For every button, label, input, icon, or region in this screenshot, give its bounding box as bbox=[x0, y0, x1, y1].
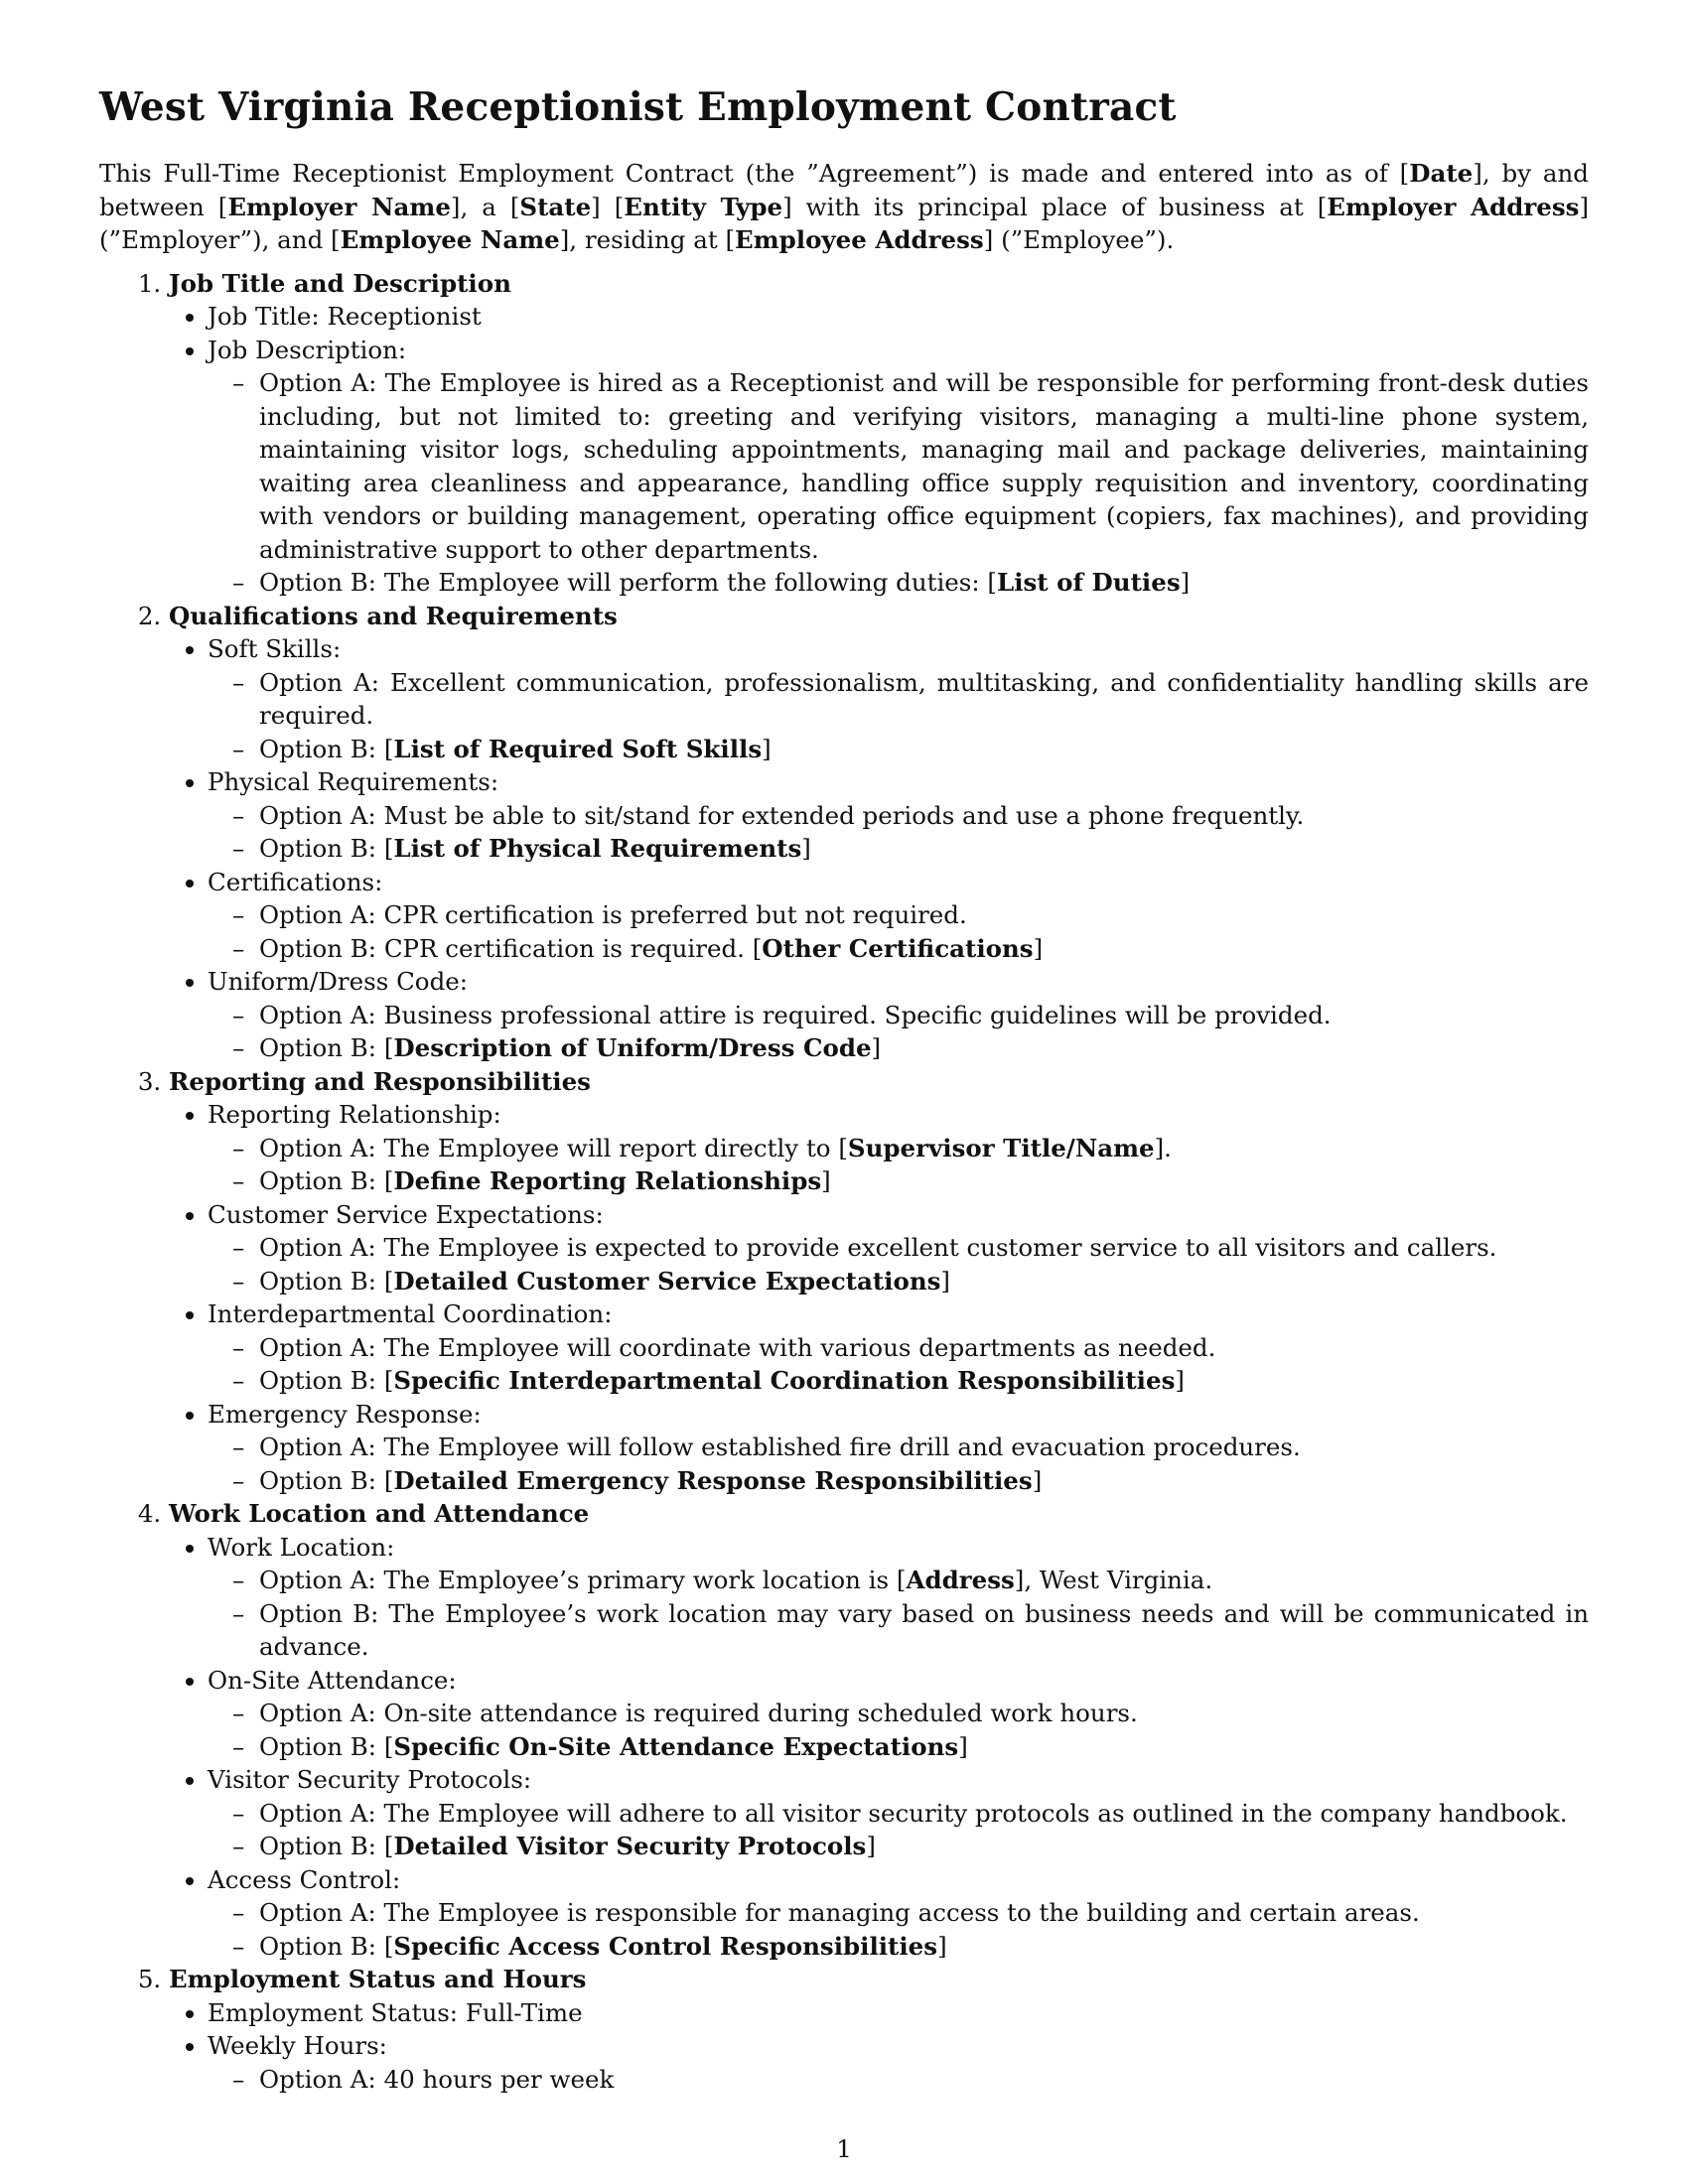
option-item bbox=[232, 733, 1589, 766]
option-text: ] bbox=[1032, 1465, 1043, 1495]
option-text: Option B: [ bbox=[259, 834, 394, 863]
option-item bbox=[232, 1331, 1589, 1365]
option-list bbox=[208, 1331, 1589, 1398]
option-item bbox=[232, 566, 1589, 600]
option-item bbox=[232, 1564, 1589, 1597]
section-items bbox=[169, 1098, 1589, 1497]
placeholder-field: Employer Name bbox=[227, 192, 451, 221]
option-text: Option A: The Employee will adhere to all visitor security protocols as outlined in the company handbook. bbox=[259, 1798, 1568, 1828]
clause-label: Physical Requirements: bbox=[208, 767, 499, 796]
option-text: ] bbox=[940, 1266, 950, 1296]
clause-item bbox=[208, 1763, 1589, 1863]
option-item bbox=[232, 1132, 1589, 1165]
clause-label: Access Control: bbox=[208, 1864, 401, 1894]
option-text: ] bbox=[762, 734, 772, 763]
page-number: 1 bbox=[836, 2134, 852, 2163]
option-text: Option B: [ bbox=[259, 1731, 394, 1761]
option-list bbox=[208, 999, 1589, 1065]
clause-item bbox=[208, 866, 1589, 966]
clause-label: Employment Status: Full-Time bbox=[208, 1997, 583, 2027]
option-item bbox=[232, 799, 1589, 833]
placeholder-field: Employer Address bbox=[1327, 192, 1580, 221]
option-text: Option A: Must be able to sit/stand for extended periods and use a phone frequently. bbox=[259, 800, 1305, 830]
option-text: Option B: The Employee’s work location may vary based on business needs and will be communicated in advance. bbox=[259, 1598, 1589, 1661]
clause-item bbox=[208, 965, 1589, 1065]
clause-label: Work Location: bbox=[208, 1532, 395, 1562]
option-list bbox=[208, 1797, 1589, 1863]
placeholder-field: Specific Interdepartmental Coordination Responsibilities bbox=[393, 1366, 1176, 1395]
option-list bbox=[208, 1231, 1589, 1297]
option-text: ] bbox=[871, 1033, 882, 1062]
option-item bbox=[232, 1231, 1589, 1265]
option-list bbox=[208, 666, 1589, 766]
option-item bbox=[232, 1164, 1589, 1198]
option-text: Option A: Excellent communication, professionalism, multitasking, and confidentiality handling skills are required. bbox=[259, 667, 1589, 730]
option-text: Option B: [ bbox=[259, 1033, 394, 1062]
placeholder-field: List of Required Soft Skills bbox=[393, 734, 763, 763]
intro-text: ] (”Employee”). bbox=[983, 225, 1175, 254]
option-text: Option B: CPR certification is required. [ bbox=[259, 933, 763, 963]
option-text: Option B: [ bbox=[259, 734, 394, 763]
option-text: Option B: [ bbox=[259, 1266, 394, 1296]
clause-item bbox=[208, 1996, 1589, 2030]
option-list bbox=[208, 898, 1589, 965]
section-title: Qualifications and Requirements bbox=[169, 601, 618, 630]
placeholder-field: Entity Type bbox=[624, 192, 783, 221]
option-text: Option A: On-site attendance is required during scheduled work hours. bbox=[259, 1699, 1138, 1727]
clause-item bbox=[208, 1098, 1589, 1198]
intro-text: [ bbox=[217, 192, 228, 221]
option-text: Option B: The Employee will perform the following duties: [ bbox=[259, 568, 997, 597]
option-item bbox=[232, 2063, 1589, 2097]
clause-item bbox=[208, 2029, 1589, 2096]
clause-label: Uniform/Dress Code: bbox=[208, 967, 468, 996]
option-text: ] bbox=[958, 1731, 968, 1761]
option-text: Option B: [ bbox=[259, 1366, 394, 1395]
option-list bbox=[208, 1564, 1589, 1664]
option-text: Option B: [ bbox=[259, 1931, 394, 1961]
option-text: Option A: The Employee will report directly to [ bbox=[259, 1133, 848, 1162]
placeholder-field: Detailed Visitor Security Protocols bbox=[393, 1832, 867, 1860]
option-item bbox=[232, 832, 1589, 866]
clause-label: Weekly Hours: bbox=[208, 2031, 387, 2060]
option-text: Option B: [ bbox=[259, 1832, 394, 1860]
option-item bbox=[232, 1431, 1589, 1464]
option-item bbox=[232, 1896, 1589, 1930]
option-item bbox=[232, 1830, 1589, 1863]
intro-paragraph bbox=[99, 157, 1589, 257]
clause-item bbox=[208, 1398, 1589, 1498]
option-list bbox=[208, 1697, 1589, 1763]
section-title: Employment Status and Hours bbox=[169, 1965, 587, 1993]
option-list bbox=[208, 799, 1589, 866]
intro-text: [ bbox=[1399, 159, 1410, 188]
section-item bbox=[169, 1497, 1589, 1963]
option-text: ] bbox=[801, 834, 811, 863]
option-item bbox=[232, 1464, 1589, 1498]
option-text: ] bbox=[1033, 933, 1044, 963]
clause-label: Emergency Response: bbox=[208, 1399, 482, 1429]
intro-text: [ bbox=[1317, 192, 1328, 221]
intro-text: ], a bbox=[450, 192, 510, 221]
intro-text: This Full-Time Receptionist Employment Contract (the ”Agreement”) is made and entered into as of bbox=[99, 159, 1400, 188]
option-item bbox=[232, 1031, 1589, 1065]
option-text: ] bbox=[821, 1166, 831, 1195]
intro-text: [ bbox=[725, 225, 736, 254]
clause-label: Customer Service Expectations: bbox=[208, 1199, 604, 1229]
option-text: Option A: The Employee will coordinate with various departments as needed. bbox=[259, 1332, 1216, 1362]
option-item bbox=[232, 932, 1589, 966]
section-items bbox=[169, 300, 1589, 600]
option-text: Option A: The Employee is expected to provide excellent customer service to all visitors and callers. bbox=[259, 1233, 1497, 1262]
option-list bbox=[208, 1896, 1589, 1963]
clause-item bbox=[208, 765, 1589, 866]
option-text: ] bbox=[1180, 568, 1191, 597]
clause-label: Visitor Security Protocols: bbox=[208, 1765, 532, 1794]
placeholder-field: Employee Address bbox=[735, 225, 984, 254]
option-list bbox=[208, 1431, 1589, 1497]
option-list bbox=[208, 366, 1589, 600]
clause-item bbox=[208, 300, 1589, 334]
placeholder-field: Address bbox=[906, 1566, 1015, 1594]
clause-item bbox=[208, 334, 1589, 600]
section-items bbox=[169, 1531, 1589, 1964]
option-text: Option A: Business professional attire is required. Specific guidelines will be provided. bbox=[259, 1000, 1332, 1029]
option-item bbox=[232, 1265, 1589, 1298]
contract-page bbox=[99, 83, 1589, 2096]
section-title: Work Location and Attendance bbox=[169, 1499, 590, 1528]
clause-label: Job Description: bbox=[208, 335, 407, 364]
section-item bbox=[169, 267, 1589, 600]
intro-text: [ bbox=[614, 192, 625, 221]
clause-item bbox=[208, 1198, 1589, 1298]
section-items bbox=[169, 632, 1589, 1065]
option-item bbox=[232, 1930, 1589, 1964]
document-title: West Virginia Receptionist Employment Contract bbox=[99, 84, 1177, 130]
option-list bbox=[208, 2063, 1589, 2097]
clause-item bbox=[208, 1297, 1589, 1398]
section-items bbox=[169, 1996, 1589, 2097]
option-text: Option B: [ bbox=[259, 1166, 394, 1195]
section-item bbox=[169, 1065, 1589, 1498]
option-item bbox=[232, 1797, 1589, 1831]
clause-label: Job Title: Receptionist bbox=[208, 302, 482, 331]
placeholder-field: Description of Uniform/Dress Code bbox=[393, 1033, 872, 1062]
option-item bbox=[232, 1697, 1589, 1730]
option-text: Option A: CPR certification is preferred but not required. bbox=[259, 900, 967, 929]
placeholder-field: Date bbox=[1409, 159, 1474, 188]
clause-label: Reporting Relationship: bbox=[208, 1100, 501, 1129]
option-text: ] bbox=[937, 1931, 947, 1961]
option-text: ]. bbox=[1154, 1133, 1172, 1162]
option-text: Option A: 40 hours per week bbox=[259, 2064, 615, 2094]
option-item bbox=[232, 999, 1589, 1032]
option-item bbox=[232, 666, 1589, 733]
placeholder-field: Employee Name bbox=[340, 225, 560, 254]
clause-item bbox=[208, 1664, 1589, 1764]
clause-item bbox=[208, 1531, 1589, 1664]
section-title: Job Title and Description bbox=[169, 268, 511, 298]
option-item bbox=[232, 1597, 1589, 1664]
intro-text: ] bbox=[591, 192, 615, 221]
section-title: Reporting and Responsibilities bbox=[169, 1066, 591, 1096]
placeholder-field: List of Physical Requirements bbox=[393, 834, 802, 863]
option-text: Option B: [ bbox=[259, 1465, 394, 1495]
clause-label: On-Site Attendance: bbox=[208, 1665, 457, 1695]
option-item bbox=[232, 366, 1589, 566]
section-item bbox=[169, 600, 1589, 1065]
option-text: Option A: The Employee is hired as a Receptionist and will be responsible for performing front-desk duties including, but not limited to: greeting and verifying visitors, managing a multi-line phone system, maintaining visitor logs, scheduling appointments, managing mail and package deliveries, maintaining waiting area cleanliness and appearance, handling office supply requisition and inventory, coordinating with vendors or building management, operating office equipment (copiers, fax machines), and providing administrative support to other departments. bbox=[259, 368, 1589, 564]
clause-label: Certifications: bbox=[208, 867, 383, 896]
clause-item bbox=[208, 632, 1589, 765]
section-list bbox=[99, 267, 1589, 2097]
option-item bbox=[232, 1730, 1589, 1764]
placeholder-field: Supervisor Title/Name bbox=[847, 1133, 1155, 1162]
option-list bbox=[208, 1132, 1589, 1198]
placeholder-field: Detailed Emergency Response Responsibilities bbox=[393, 1465, 1033, 1495]
placeholder-field: Define Reporting Relationships bbox=[393, 1166, 822, 1195]
option-text: Option A: The Employee will follow established fire drill and evacuation procedures. bbox=[259, 1433, 1301, 1461]
placeholder-field: State bbox=[519, 192, 592, 221]
option-text: ] bbox=[1175, 1366, 1185, 1395]
placeholder-field: Other Certifications bbox=[762, 933, 1034, 963]
clause-label: Interdepartmental Coordination: bbox=[208, 1299, 613, 1328]
intro-text: [ bbox=[509, 192, 520, 221]
intro-text: ], by and between bbox=[99, 159, 1589, 221]
placeholder-field: Specific Access Control Responsibilities bbox=[393, 1931, 938, 1961]
clause-item bbox=[208, 1863, 1589, 1964]
option-text: Option A: The Employee is responsible for managing access to the building and certain areas. bbox=[259, 1898, 1420, 1927]
intro-text: ] (”Employer”), and bbox=[99, 192, 1590, 254]
placeholder-field: Specific On-Site Attendance Expectations bbox=[393, 1731, 959, 1761]
intro-text: ] with its principal place of business at bbox=[782, 192, 1318, 221]
clause-label: Soft Skills: bbox=[208, 634, 342, 663]
option-text: ], West Virginia. bbox=[1014, 1566, 1213, 1594]
option-text: ] bbox=[866, 1832, 876, 1860]
option-item bbox=[232, 898, 1589, 932]
option-text: Option A: The Employee’s primary work location is [ bbox=[259, 1566, 907, 1594]
section-item bbox=[169, 1963, 1589, 2096]
intro-text: ], residing at bbox=[559, 225, 726, 254]
intro-text: [ bbox=[331, 225, 341, 254]
placeholder-field: Detailed Customer Service Expectations bbox=[393, 1266, 941, 1296]
placeholder-field: List of Duties bbox=[996, 568, 1181, 597]
option-item bbox=[232, 1364, 1589, 1398]
